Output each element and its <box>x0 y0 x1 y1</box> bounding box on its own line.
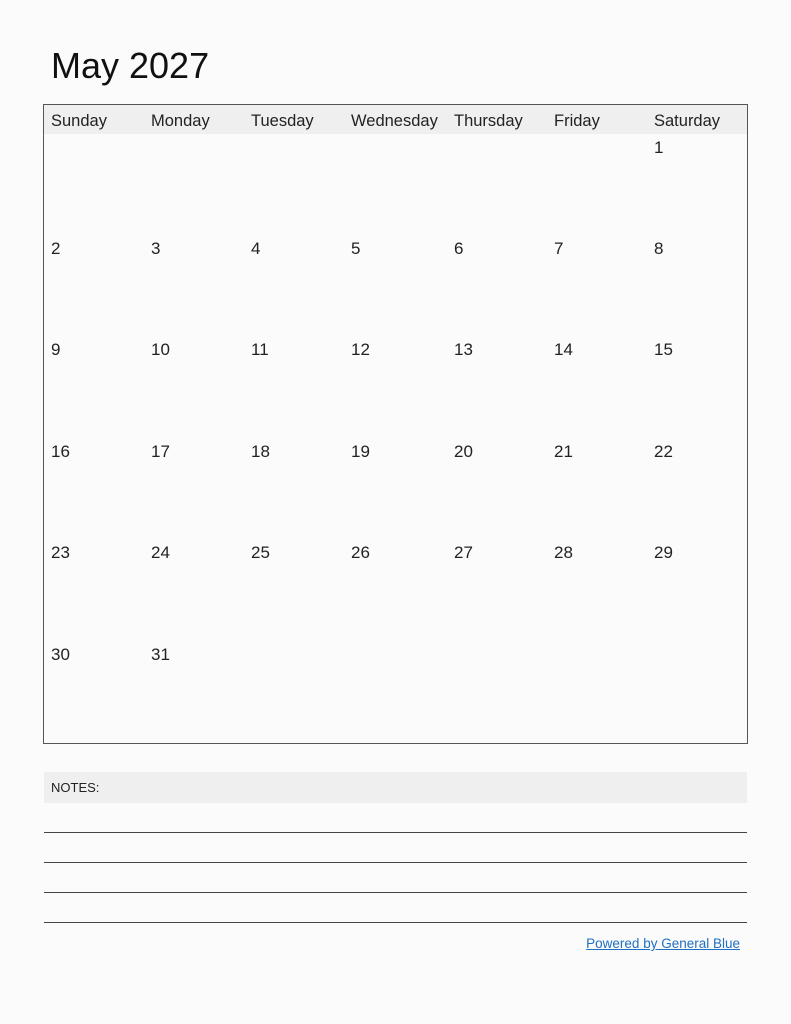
day-cell: 28 <box>554 543 573 562</box>
page-title: May 2027 <box>51 45 210 86</box>
day-cell: 29 <box>654 543 673 562</box>
day-cell: 6 <box>454 239 464 258</box>
calendar-grid <box>43 104 748 744</box>
weekday-sunday: Sunday <box>51 112 107 130</box>
notes-label: NOTES: <box>51 780 100 795</box>
weekday-wednesday: Wednesday <box>351 112 438 130</box>
weekday-saturday: Saturday <box>654 112 721 130</box>
day-cell: 20 <box>454 442 473 461</box>
day-cell: 13 <box>454 340 473 359</box>
day-cell: 14 <box>554 340 573 359</box>
day-cell: 10 <box>151 340 170 359</box>
powered-by-link[interactable]: Powered by General Blue <box>586 936 740 951</box>
day-cell: 31 <box>151 645 170 664</box>
day-cell: 8 <box>654 239 664 258</box>
day-cell: 23 <box>51 543 70 562</box>
day-cell: 26 <box>351 543 370 562</box>
day-cell: 24 <box>151 543 170 562</box>
day-cell: 22 <box>654 442 673 461</box>
day-cell: 25 <box>251 543 270 562</box>
day-cell: 9 <box>51 340 61 359</box>
day-cell: 3 <box>151 239 161 258</box>
day-cell: 5 <box>351 239 361 258</box>
weekday-monday: Monday <box>151 112 210 130</box>
day-cell: 4 <box>251 239 261 258</box>
day-cell: 21 <box>554 442 573 461</box>
day-cell: 2 <box>51 239 61 258</box>
weekday-friday: Friday <box>554 112 600 130</box>
notes-header <box>44 772 747 803</box>
day-cell: 1 <box>654 138 664 157</box>
day-cell: 11 <box>251 340 269 359</box>
day-cell: 18 <box>251 442 270 461</box>
weekday-thursday: Thursday <box>454 112 523 130</box>
day-cell: 16 <box>51 442 70 461</box>
day-cell: 27 <box>454 543 473 562</box>
day-cell: 19 <box>351 442 370 461</box>
notes-line <box>44 922 747 923</box>
day-cell: 12 <box>351 340 370 359</box>
day-cell: 17 <box>151 442 170 461</box>
notes-line <box>44 832 747 833</box>
notes-line <box>44 862 747 863</box>
notes-line <box>44 892 747 893</box>
weekday-tuesday: Tuesday <box>251 112 314 130</box>
weekday-header-row <box>44 105 747 134</box>
day-cell: 7 <box>554 239 564 258</box>
day-cell: 15 <box>654 340 673 359</box>
day-cell: 30 <box>51 645 70 664</box>
